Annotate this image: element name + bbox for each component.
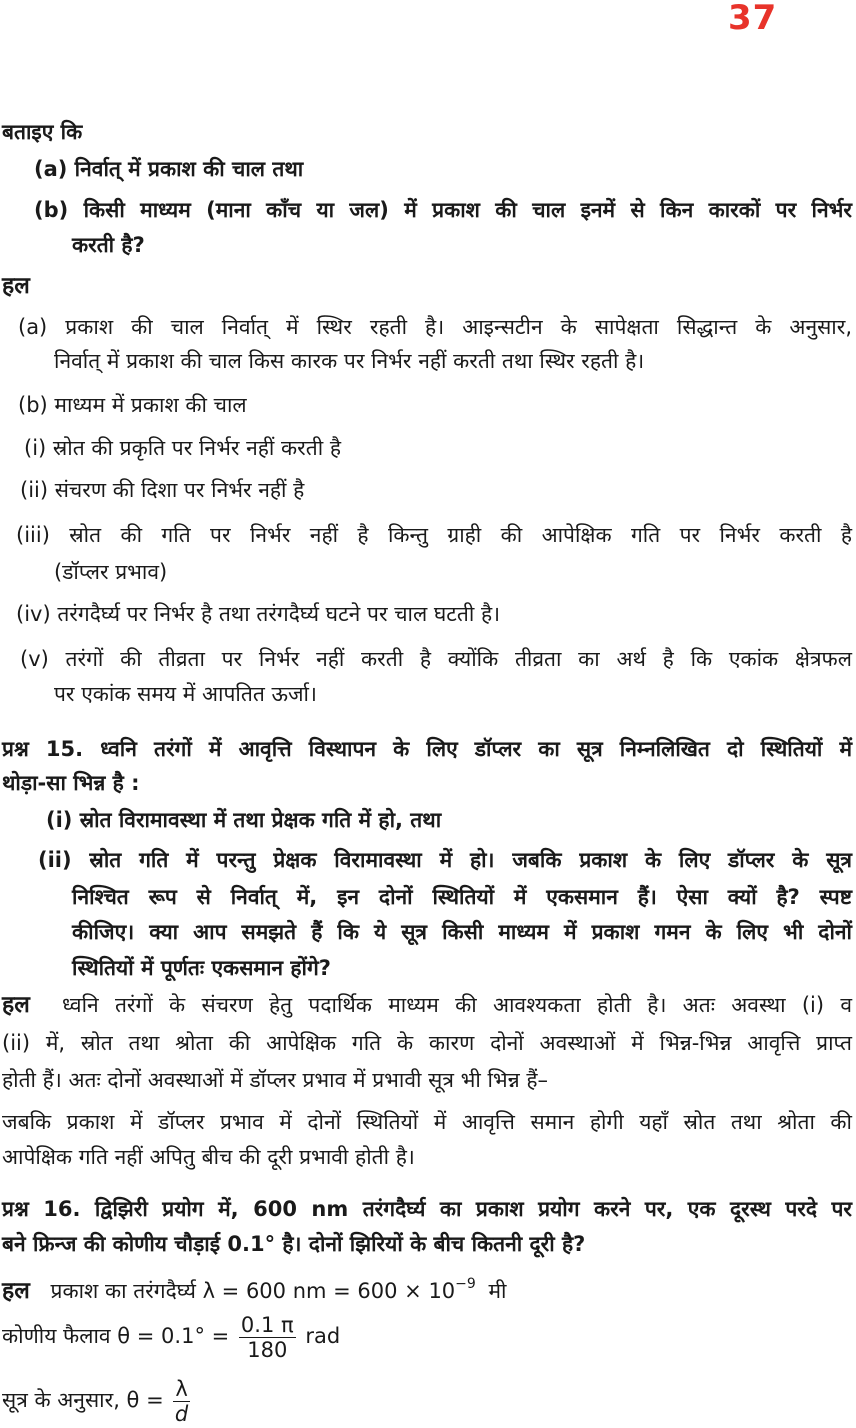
q14-sol-b-iii-line1: (iii) स्रोत की गति पर निर्भर नहीं है किन्तु ग्राही की आपेक्षिक गति पर निर्भर करती है xyxy=(16,523,852,547)
q14-sol-b-v-line2: पर एकांक समय में आपतित ऊर्जा। xyxy=(54,682,317,706)
q14-part-b-line2: करती है? xyxy=(72,233,145,257)
q15-sol-line3: होती हैं। अतः दोनों अवस्थाओं में डॉप्लर प्रभाव में प्रभावी सूत्र भी भिन्न हैं– xyxy=(2,1068,548,1092)
q16-angular-unit: rad xyxy=(305,1324,341,1348)
q14-solution-label: हल xyxy=(2,273,30,299)
q16-formula xyxy=(2,1372,193,1428)
q16-formula-denominator: d xyxy=(174,1401,189,1426)
q16-formula-label: सूत्र के अनुसार, θ = xyxy=(2,1388,164,1412)
q15-solution-label: हल xyxy=(2,992,30,1018)
q14-sol-b-ii: (ii) संचरण की दिशा पर निर्भर नहीं है xyxy=(20,478,305,502)
q14-sol-b-iv: (iv) तरंगदैर्घ्य पर निर्भर है तथा तरंगदैर्घ्य घटने पर चाल घटती है। xyxy=(16,602,501,626)
q14-sol-a-line1: (a) प्रकाश की चाल निर्वात् में स्थिर रहती है। आइन्सटीन के सापेक्षता सिद्धान्त के अनुसार, xyxy=(18,315,852,339)
q15-sol-line5: आपेक्षिक गति नहीं अपितु बीच की दूरी प्रभावी होती है। xyxy=(2,1145,415,1169)
q15-case-ii-line1: (ii) स्रोत गति में परन्तु प्रेक्षक विरामावस्था में हो। जबकि प्रकाश के लिए डॉप्लर के सूत्र xyxy=(38,848,852,872)
page-number: 37 xyxy=(728,0,778,38)
q15-case-ii-line4: स्थितियों में पूर्णतः एकसमान होंगे? xyxy=(72,956,331,980)
q15-case-i: (i) स्रोत विरामावस्था में तथा प्रेक्षक गति में हो, तथा xyxy=(46,808,442,832)
q15-sol-line1: ध्वनि तरंगों के संचरण हेतु पदार्थिक माध्यम की आवश्यकता होती है। अतः अवस्था (i) व xyxy=(62,993,852,1017)
q16-wavelength-exponent: −9 xyxy=(455,1276,476,1292)
q14-part-a: (a) निर्वात् में प्रकाश की चाल तथा xyxy=(34,157,304,181)
q16-angular-label: कोणीय फैलाव θ = 0.1° = xyxy=(2,1324,230,1348)
q15-line1: प्रश्न 15. ध्वनि तरंगों में आवृत्ति विस्थापन के लिए डॉप्लर का सूत्र निम्नलिखित दो स्थितियों में xyxy=(2,737,852,761)
q15-case-ii-line3: कीजिए। क्या आप समझते हैं कि ये सूत्र किसी माध्यम में प्रकाश गमन के लिए भी दोनों xyxy=(72,920,852,944)
q16-angular-denominator: 180 xyxy=(247,1337,288,1362)
q15-line2: थोड़ा-सा भिन्न है : xyxy=(2,771,140,795)
q14-intro: बताइए कि xyxy=(2,120,83,144)
q14-sol-a-line2: निर्वात् में प्रकाश की चाल किस कारक पर निर्भर नहीं करती तथा स्थिर रहती है। xyxy=(54,349,645,373)
q14-part-b-line1: (b) किसी माध्यम (माना काँच या जल) में प्रकाश की चाल इनमें से किन कारकों पर निर्भर xyxy=(34,198,852,222)
q16-line2: बने फ्रिन्ज की कोणीय चौड़ाई 0.1° है। दोनों झिरियों के बीच कितनी दूरी है? xyxy=(2,1232,586,1256)
q16-wavelength-text: प्रकाश का तरंगदैर्घ्य λ = 600 nm = 600 × 10 xyxy=(50,1279,456,1303)
q16-wavelength-unit: मी xyxy=(488,1279,507,1303)
q15-case-ii-line2: निश्चित रूप से निर्वात् में, इन दोनों स्थितियों में एकसमान हैं। ऐसा क्यों है? स्पष्ट xyxy=(72,885,852,909)
q16-formula-fraction xyxy=(173,1377,189,1426)
q16-solution-label: हल xyxy=(2,1278,30,1304)
q14-sol-b-iii-line2: (डॉप्लर प्रभाव) xyxy=(54,560,168,584)
q16-angular-spread xyxy=(2,1308,340,1364)
q16-angular-fraction xyxy=(239,1313,296,1362)
q16-sol-line1 xyxy=(2,1270,507,1305)
q16-angular-numerator: 0.1 π xyxy=(240,1312,294,1337)
q14-sol-b-v-line1: (v) तरंगों की तीव्रता पर निर्भर नहीं करती है क्योंकि तीव्रता का अर्थ है कि एकांक क्षेत्रफल xyxy=(20,647,852,671)
q14-sol-b-i: (i) स्रोत की प्रकृति पर निर्भर नहीं करती है xyxy=(24,436,341,460)
q15-sol-line4: जबकि प्रकाश में डॉप्लर प्रभाव में दोनों स्थितियों में आवृत्ति समान होगी यहाँ स्रोत तथा श्रोता की xyxy=(2,1110,852,1134)
q15-sol-line2: (ii) में, स्रोत तथा श्रोता की आपेक्षिक गति के कारण दोनों अवस्थाओं में भिन्न-भिन्न आवृत्ति प्राप्त xyxy=(2,1031,852,1055)
q14-sol-b: (b) माध्यम में प्रकाश की चाल xyxy=(18,393,247,417)
q16-line1: प्रश्न 16. द्विझिरी प्रयोग में, 600 nm तरंगदैर्घ्य का प्रकाश प्रयोग करने पर, एक दूरस्थ परदे पर xyxy=(2,1197,852,1221)
q16-formula-numerator: λ xyxy=(175,1376,188,1401)
